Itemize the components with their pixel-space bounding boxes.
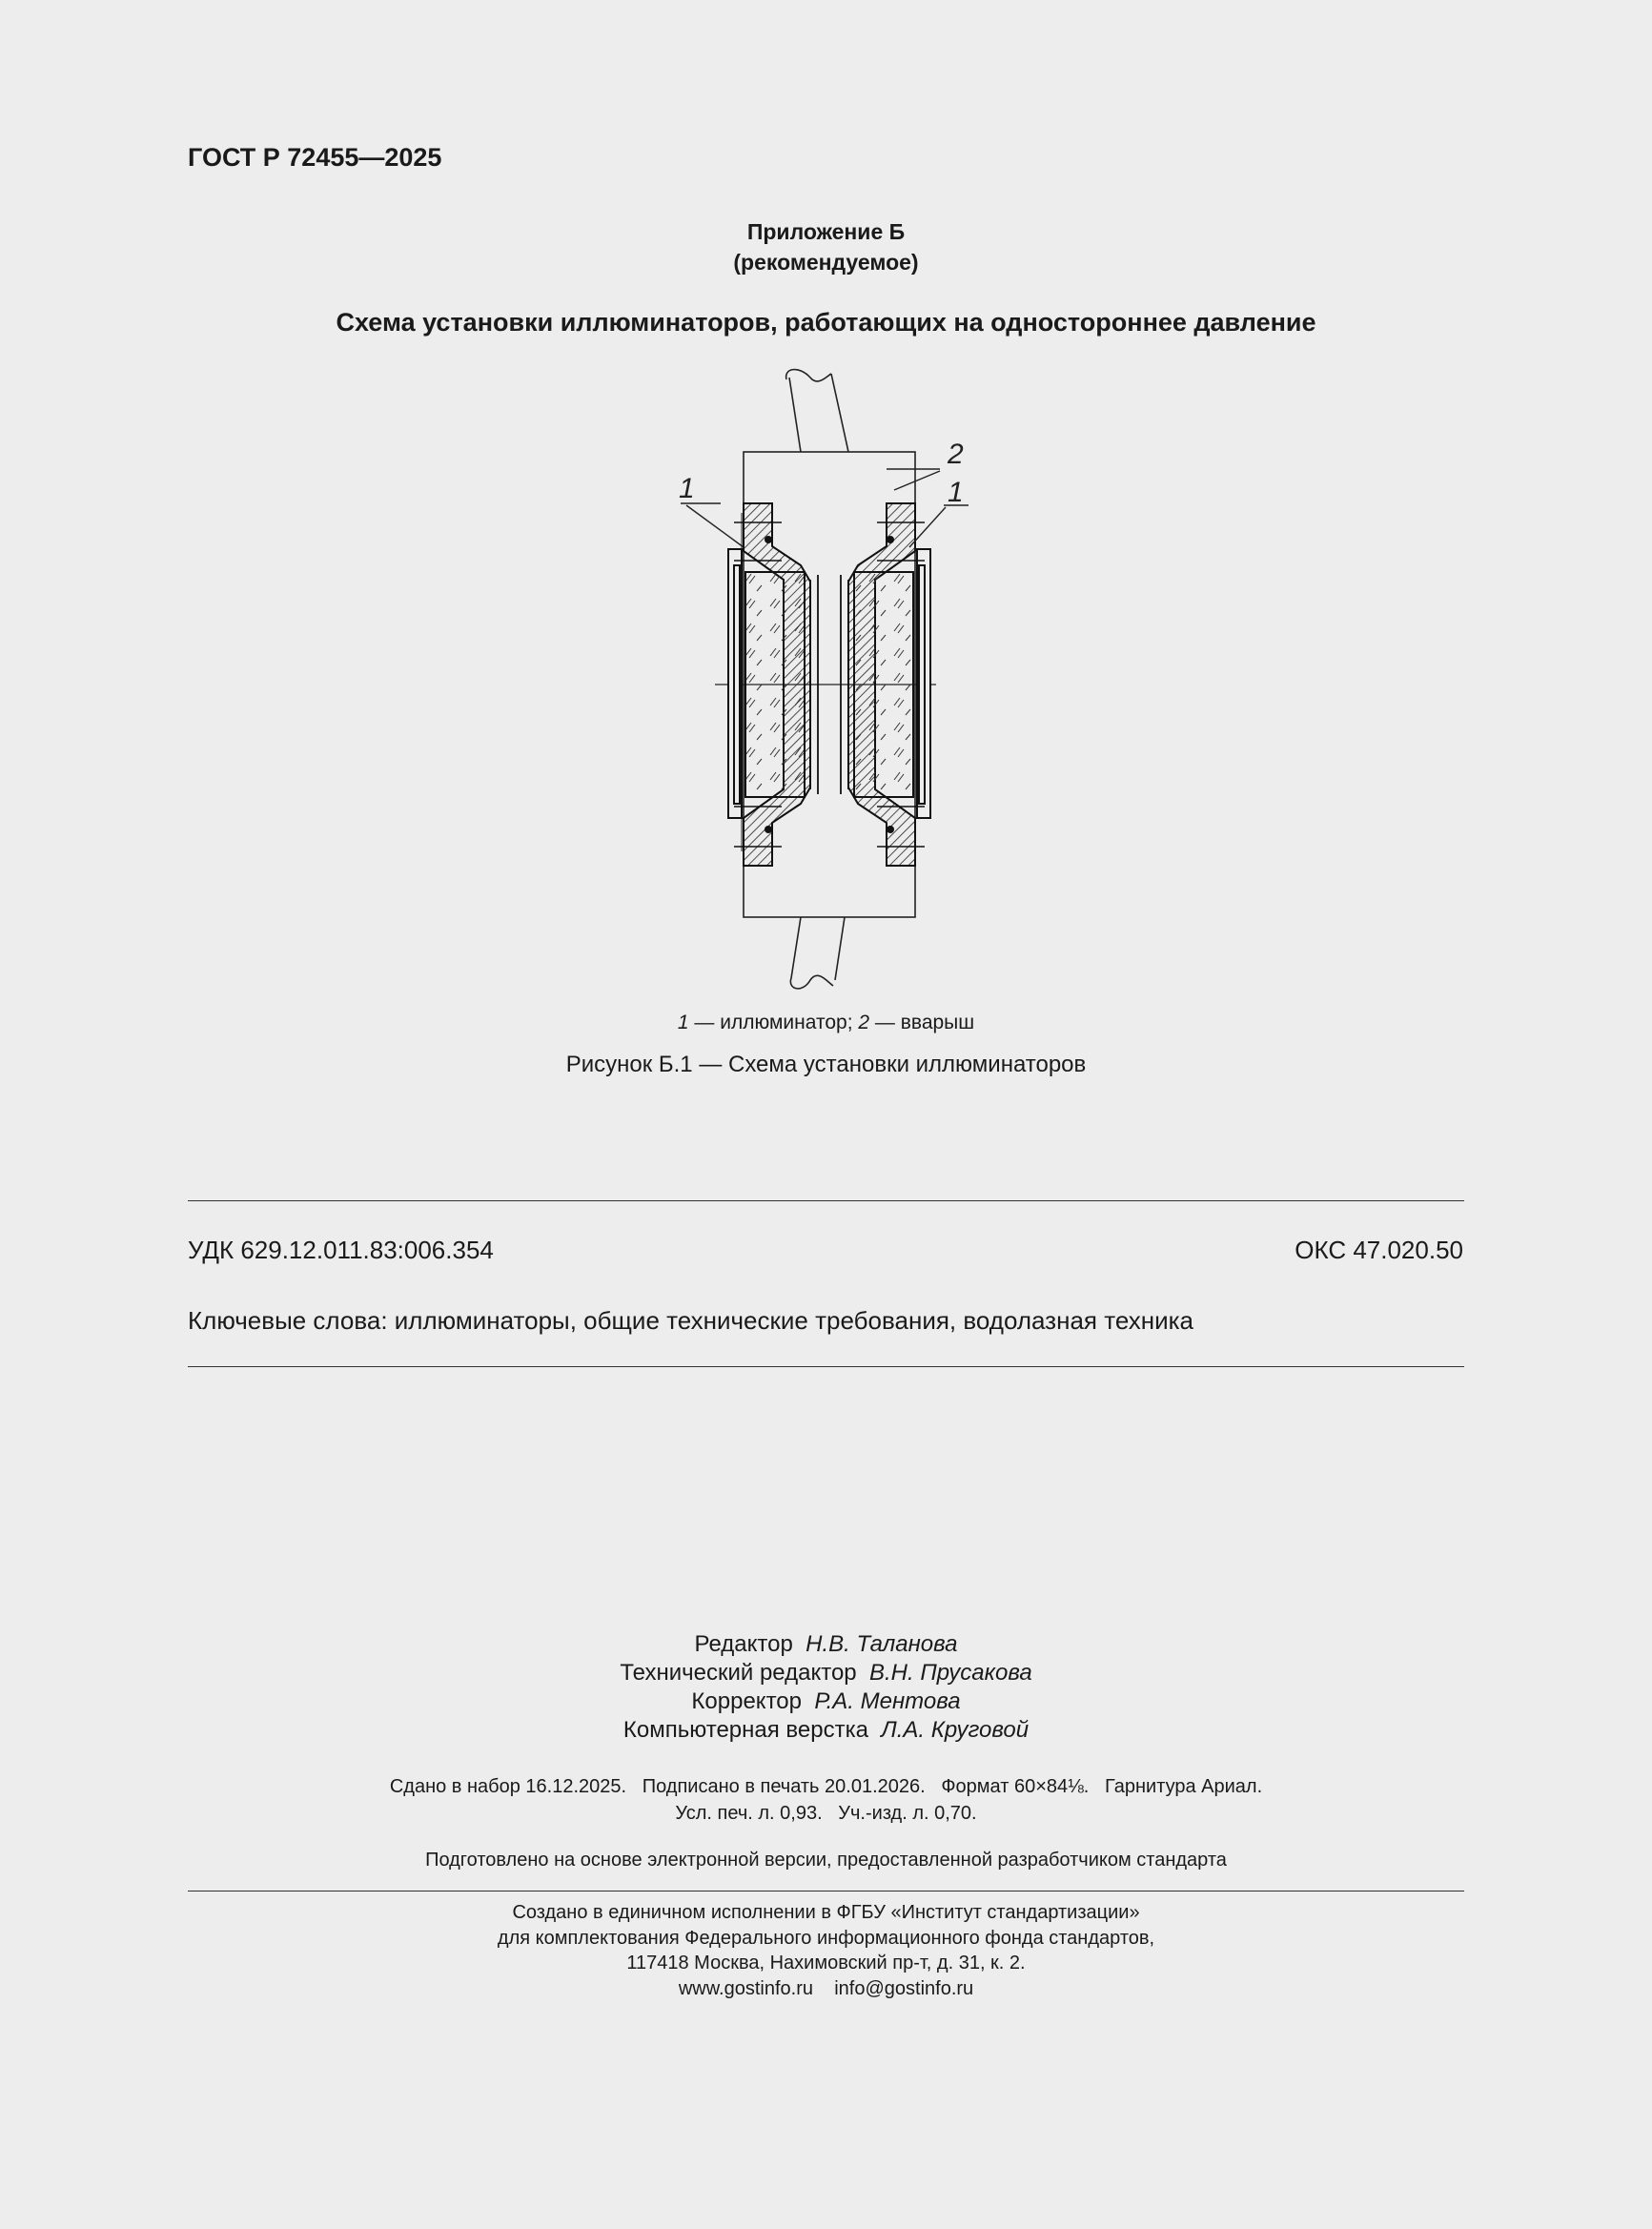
annex-title: Приложение Б — [746, 219, 906, 244]
legend-number-2: 2 — [858, 1012, 870, 1033]
figure-caption: Рисунок Б.1 — Схема установки иллюминаторов — [565, 1052, 1087, 1077]
legend-number-1: 1 — [677, 1012, 689, 1033]
callout-1-right: 1 — [948, 477, 964, 508]
staff-name: Л.А. Круговой — [881, 1717, 1030, 1743]
figure-legend — [0, 1012, 1652, 1034]
udc-code: УДК 629.12.011.83:006.354 — [188, 1236, 494, 1264]
legend-text-2: — вварыш — [869, 1012, 975, 1033]
print-info-line: Усл. печ. л. 0,93. Уч.-изд. л. 0,70. — [675, 1803, 977, 1824]
staff-name: В.Н. Прусакова — [869, 1660, 1032, 1686]
print-info-line: Сдано в набор 16.12.2025. Подписано в печать 20.01.2026. Формат 60×84⅛. Гарнитура Ариал. — [389, 1776, 1263, 1797]
staff-role: Компьютерная верстка — [622, 1717, 868, 1743]
divider-publisher — [188, 1891, 1464, 1892]
publisher-line: 117418 Москва, Нахимовский пр-т, д. 31, к. 2. — [626, 1953, 1026, 1973]
publisher-line: для комплектования Федерального информационного фонда стандартов, — [497, 1927, 1155, 1949]
staff-name: Н.В. Таланова — [806, 1631, 958, 1657]
document-code: ГОСТ Р 72455—2025 — [188, 143, 442, 172]
keywords: Ключевые слова: иллюминаторы, общие технические требования, водолазная техника — [188, 1306, 1194, 1335]
staff-row — [0, 1659, 1652, 1687]
porthole-installation-drawing — [667, 370, 964, 999]
annex-status: (рекомендуемое) — [733, 250, 919, 275]
staff-role: Корректор — [691, 1688, 802, 1714]
staff-row — [0, 1687, 1652, 1716]
prepared-note: Подготовлено на основе электронной версии, предоставленной разработчиком стандарта — [425, 1850, 1227, 1871]
section-title: Схема установки иллюминаторов, работающих на одностороннее давление — [336, 308, 1316, 337]
staff-role: Технический редактор — [620, 1660, 857, 1686]
callout-2-right: 2 — [948, 439, 964, 470]
divider-top — [188, 1200, 1464, 1201]
oks-code: ОКС 47.020.50 — [1295, 1236, 1463, 1264]
publisher-info — [0, 1900, 1652, 2001]
staff-name: Р.А. Ментова — [814, 1688, 961, 1714]
staff-role: Редактор — [694, 1631, 793, 1657]
staff-row — [0, 1716, 1652, 1745]
publisher-contacts: www.gostinfo.ru info@gostinfo.ru — [678, 1977, 974, 1999]
print-info — [0, 1773, 1652, 1827]
callout-1-left: 1 — [679, 473, 695, 504]
staff-row — [0, 1630, 1652, 1659]
publisher-line: Создано в единичном исполнении в ФГБУ «Институт стандартизации» — [512, 1902, 1140, 1923]
staff-credits — [0, 1630, 1652, 1745]
divider-keywords — [188, 1366, 1464, 1367]
legend-text-1: — иллюминатор; — [688, 1012, 859, 1033]
